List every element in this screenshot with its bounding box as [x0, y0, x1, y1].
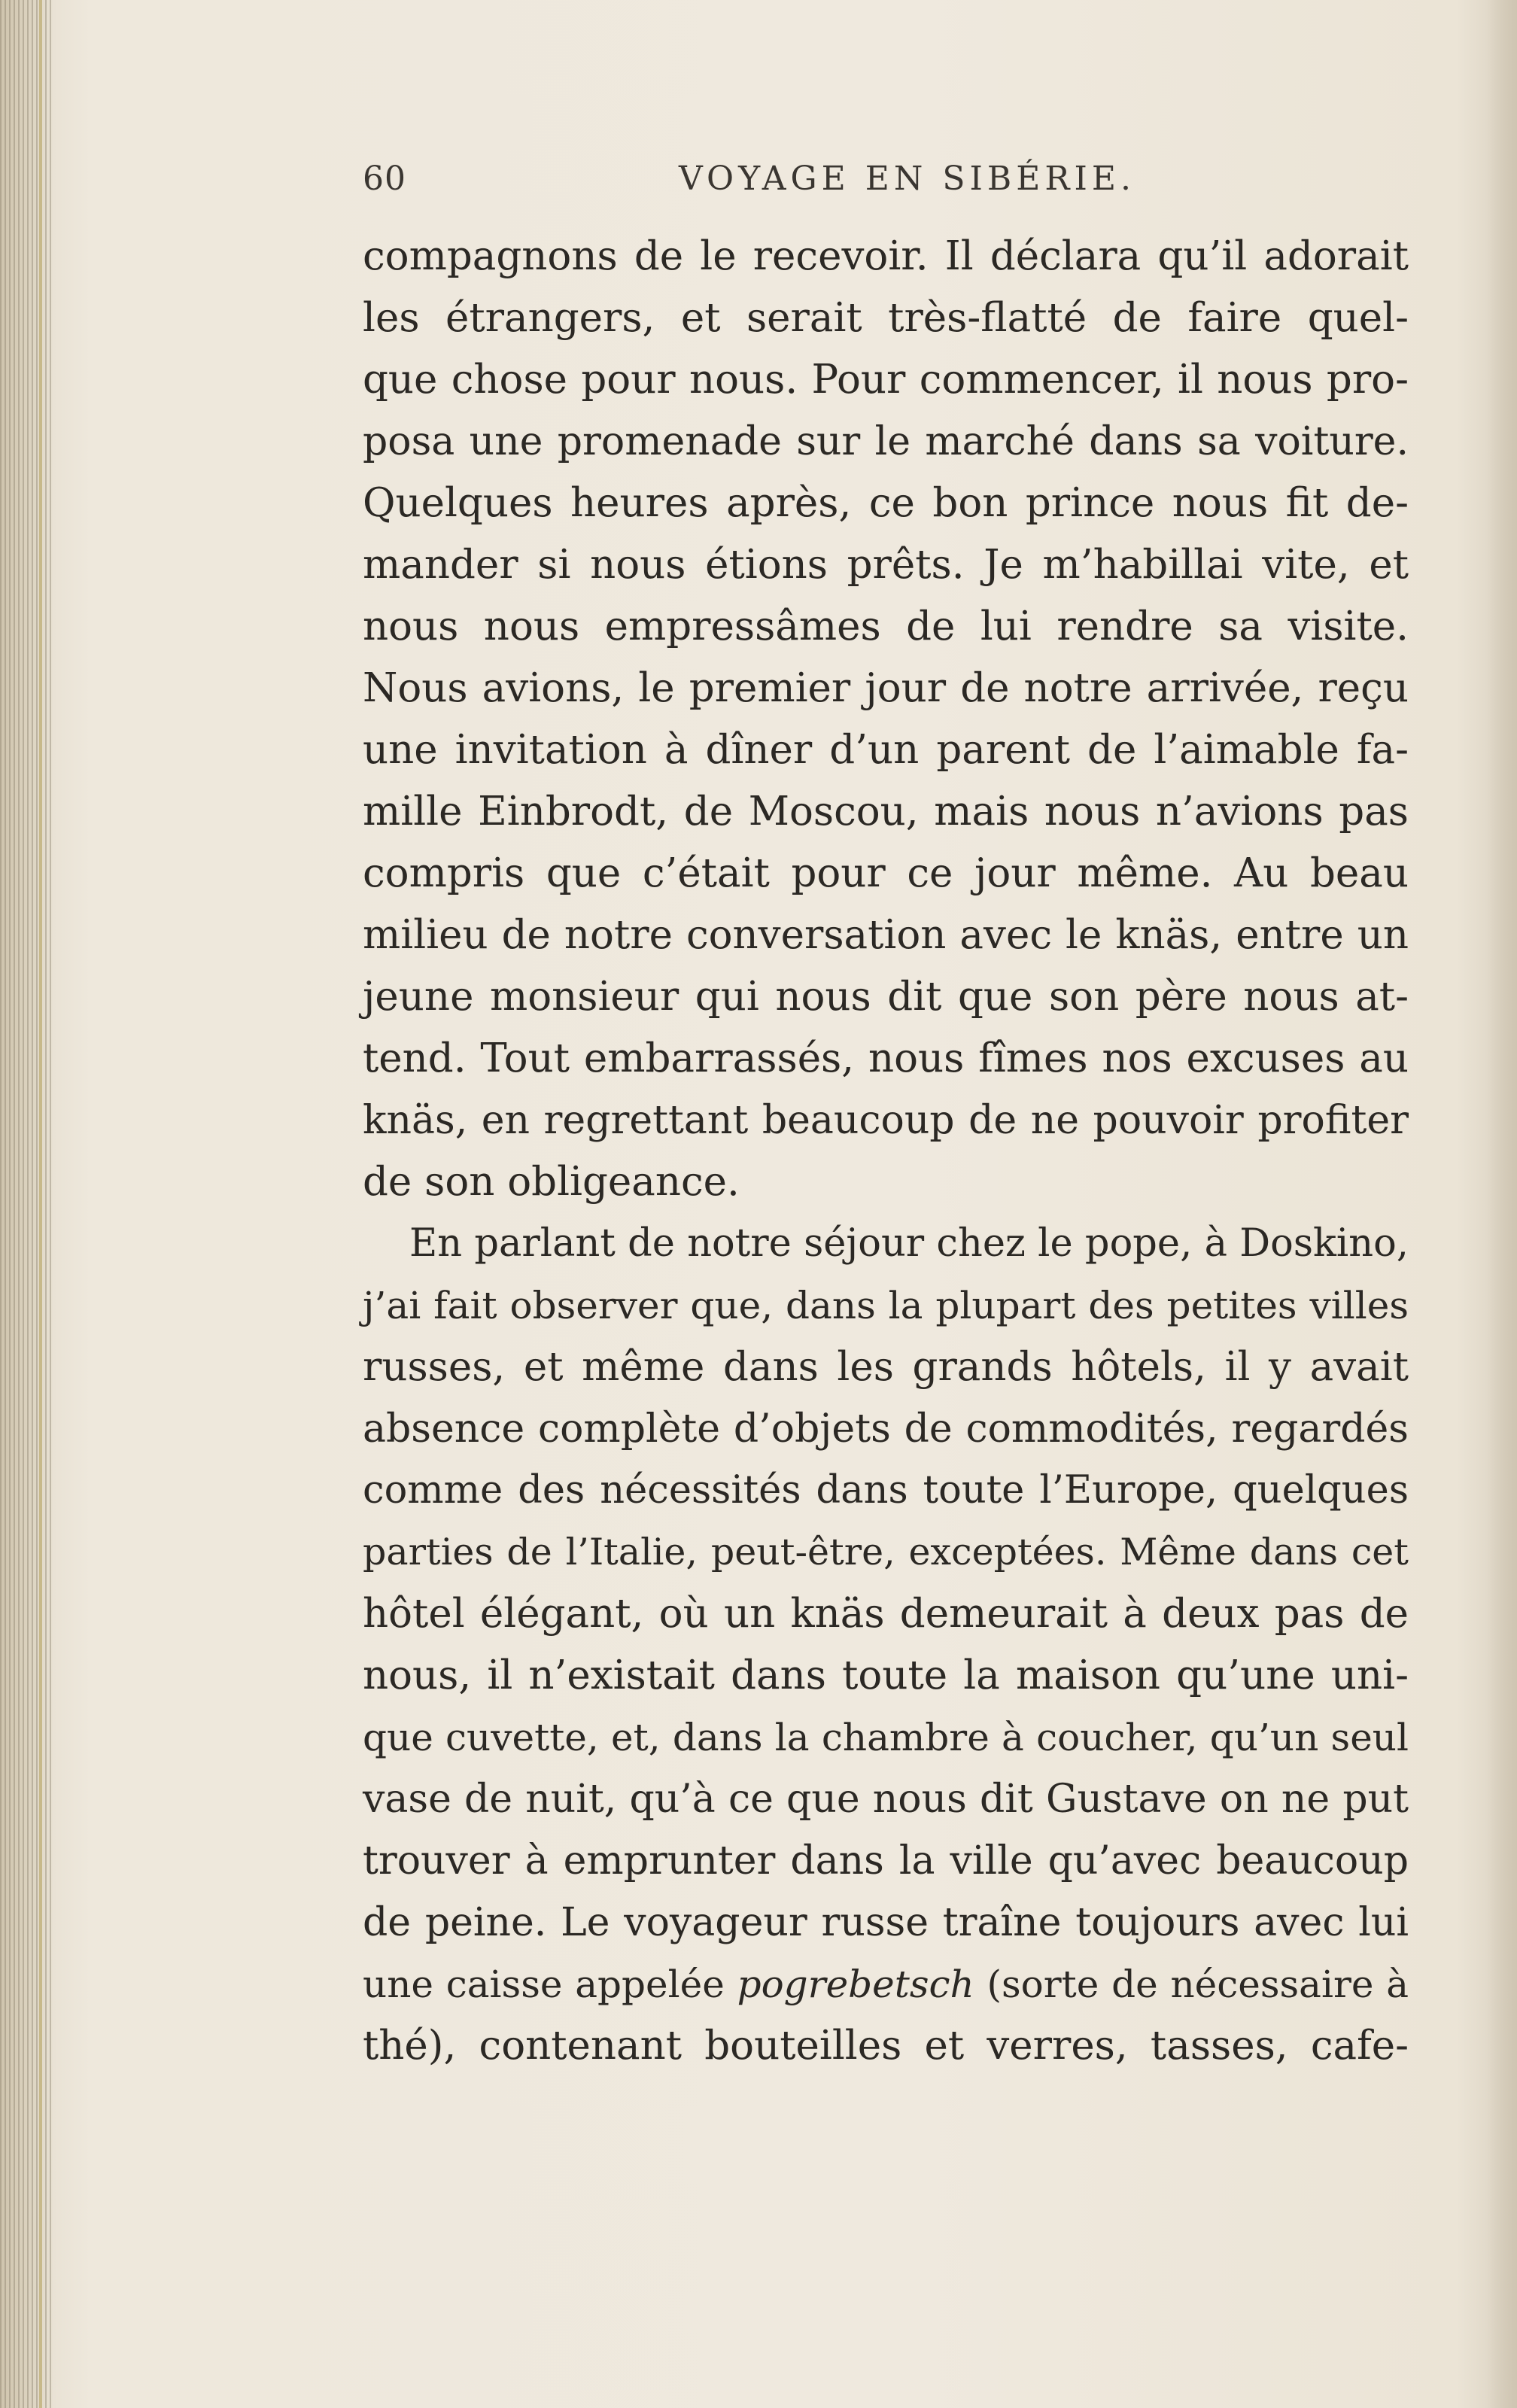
text-line: que cuvette, et, dans la chambre à coucher, qu’un seul	[363, 1716, 1409, 1759]
text-line: mander si nous étions prêts. Je m’habillai vite, et	[363, 542, 1409, 588]
running-head	[363, 160, 1409, 205]
text-line: mille Einbrodt, de Moscou, mais nous n’avions pas	[363, 789, 1409, 835]
binding-gutter	[0, 0, 53, 2408]
text-line: russes, et même dans les grands hôtels, il y avait	[363, 1344, 1409, 1390]
page-number: 60	[363, 160, 406, 198]
text-line: compagnons de le recevoir. Il déclara qu’il adorait	[363, 233, 1409, 279]
text-line: milieu de notre conversation avec le knäs, entre un	[363, 912, 1409, 958]
paragraph-2	[363, 1213, 1409, 2077]
text-fragment: une caisse appelée	[363, 1963, 737, 2006]
text-line: comme des nécessités dans toute l’Europe, quelques	[363, 1468, 1409, 1513]
binding-thread-line	[39, 0, 42, 2408]
text-fragment: (sorte de nécessaire à	[974, 1963, 1409, 2006]
text-line: de peine. Le voyageur russe traîne toujours avec lui	[363, 1900, 1409, 1945]
text-line: les étrangers, et serait très-flatté de faire quel-	[363, 295, 1409, 341]
text-line: jeune monsieur qui nous dit que son père nous at-	[363, 974, 1409, 1020]
italic-term: pogrebetsch	[737, 1963, 974, 2006]
page-edge-shadow	[1487, 0, 1517, 2408]
text-line: posa une promenade sur le marché dans sa voiture.	[363, 419, 1409, 464]
body-text	[363, 226, 1409, 2077]
text-line: tend. Tout embarrassés, nous fîmes nos excuses au	[363, 1035, 1409, 1081]
running-title: VOYAGE EN SIBÉRIE.	[679, 160, 1135, 198]
text-line: hôtel élégant, où un knäs demeurait à deux pas de	[363, 1591, 1409, 1637]
text-line: nous, il n’existait dans toute la maison qu’une uni-	[363, 1652, 1409, 1698]
text-line: En parlant de notre séjour chez le pope, à Doskino,	[409, 1221, 1409, 1266]
text-line: une invitation à dîner d’un parent de l’aimable fa-	[363, 727, 1409, 773]
text-line: parties de l’Italie, peut-être, exceptées. Même dans cet	[363, 1531, 1409, 1573]
text-line: compris que c’était pour ce jour même. Au beau	[363, 850, 1409, 896]
text-line: thé), contenant bouteilles et verres, tasses, cafe-	[363, 2023, 1409, 2069]
text-line: Quelques heures après, ce bon prince nous fit de-	[363, 480, 1409, 526]
text-line: trouver à emprunter dans la ville qu’avec beaucoup	[363, 1838, 1409, 1884]
text-line: de son obligeance.	[363, 1159, 740, 1205]
text-line: nous nous empressâmes de lui rendre sa visite.	[363, 604, 1409, 649]
text-line: j’ai fait observer que, dans la plupart des petites villes	[363, 1284, 1409, 1327]
paragraph-1	[363, 226, 1409, 1213]
text-line: Nous avions, le premier jour de notre arrivée, reçu	[363, 665, 1409, 711]
text-line: que chose pour nous. Pour commencer, il nous pro-	[363, 357, 1409, 403]
text-line: vase de nuit, qu’à ce que nous dit Gustave on ne put	[363, 1777, 1409, 1822]
text-line: absence complète d’objets de commodités, regardés	[363, 1406, 1409, 1452]
text-line-with-italic	[363, 1953, 1409, 2015]
text-line: knäs, en regrettant beaucoup de ne pouvoir profiter	[363, 1098, 1409, 1143]
